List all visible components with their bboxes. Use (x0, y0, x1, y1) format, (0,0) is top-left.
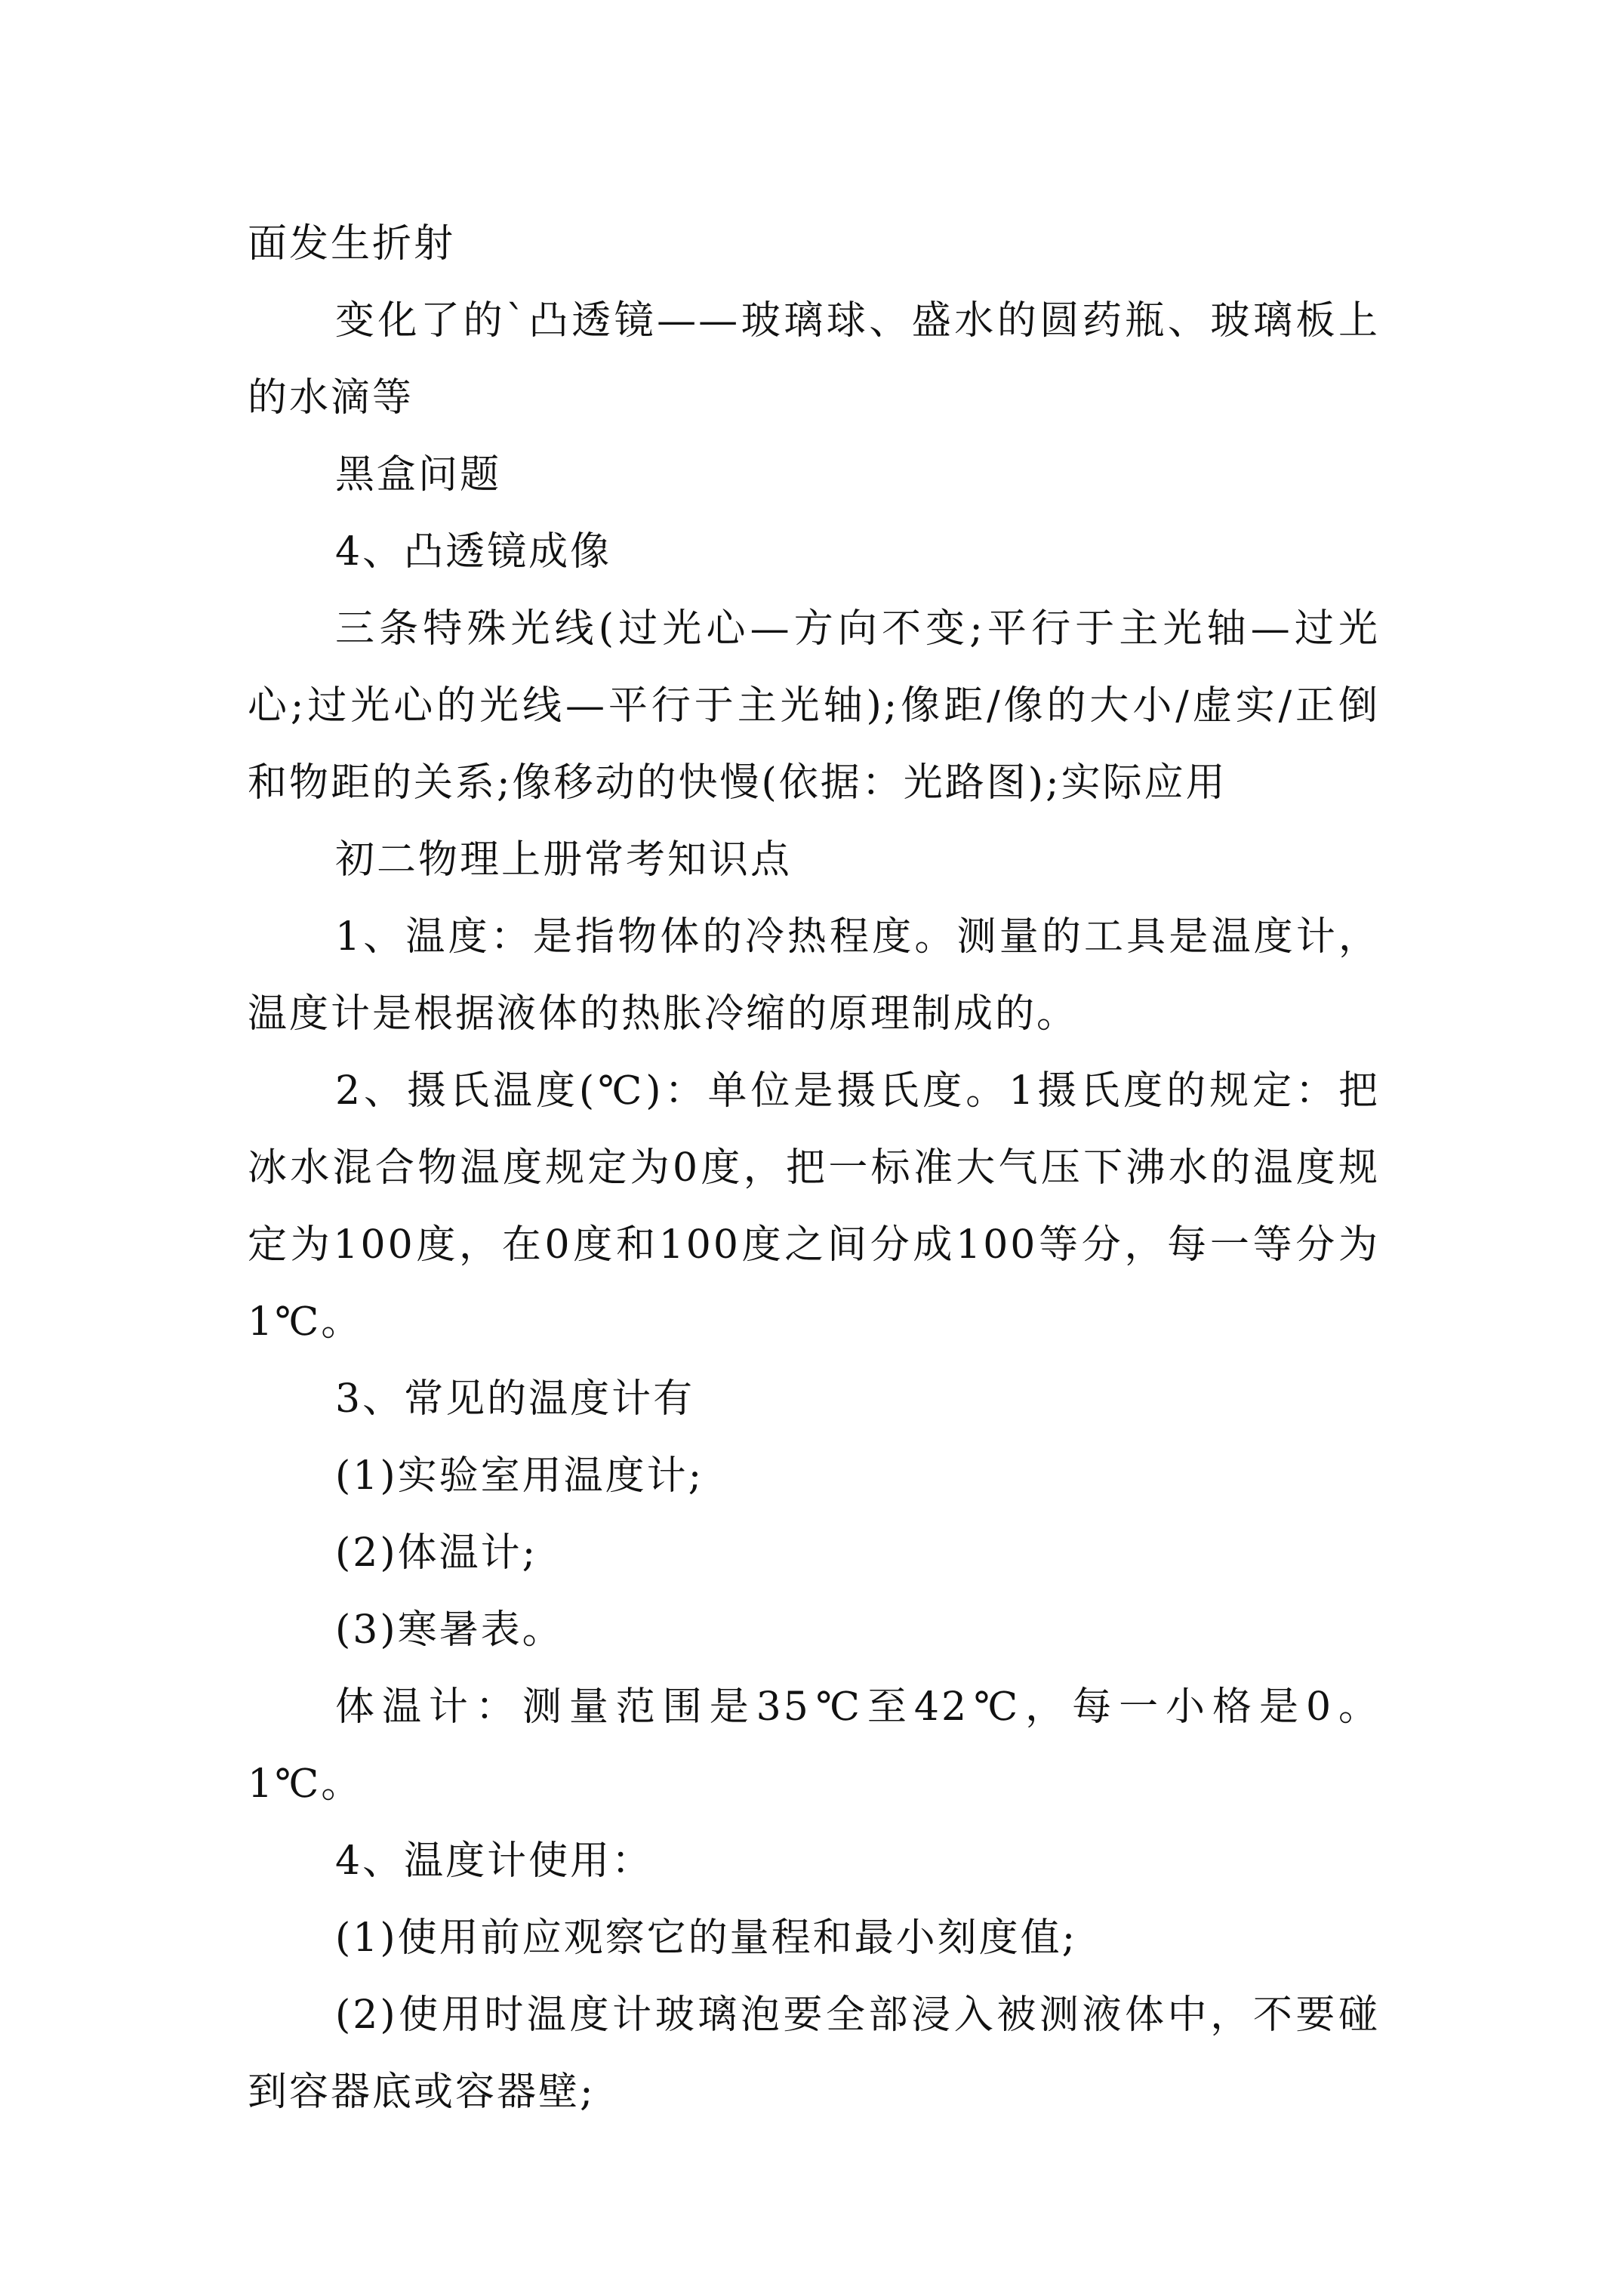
paragraph: 1、温度：是指物体的冷热程度。测量的工具是温度计，温度计是根据液体的热胀冷缩的原理制成的。 (248, 914, 1380, 1037)
paragraph: 4、温度计使用： (335, 1838, 654, 1884)
section-heading: 4、凸透镜成像 (335, 529, 612, 575)
list-item: (1)实验室用温度计; (335, 1453, 704, 1499)
paragraph: 变化了的`凸透镜——玻璃球、盛水的圆药瓶、玻璃板上的水滴等 (248, 298, 1380, 421)
paragraph: 3、常见的温度计有 (335, 1376, 695, 1422)
list-item: (3)寒暑表。 (335, 1607, 564, 1653)
section-title: 初二物理上册常考知识点 (335, 837, 793, 883)
paragraph: 黑盒问题 (335, 452, 502, 498)
paragraph: 体温计：测量范围是35℃至42℃，每一小格是0。1℃。 (248, 1684, 1380, 1807)
paragraph: 三条特殊光线(过光心—方向不变;平行于主光轴—过光心;过光心的光线—平行于主光轴);像距/像的大小/虚实/正倒和物距的关系;像移动的快慢(依据：光路图);实际应用 (248, 606, 1380, 806)
document-body (248, 205, 1380, 2131)
list-item: (2)体温计; (335, 1530, 538, 1576)
list-item: (1)使用前应观察它的量程和最小刻度值; (335, 1915, 1078, 1961)
paragraph: 2、摄氏温度(℃)：单位是摄氏度。1摄氏度的规定：把冰水混合物温度规定为0度，把一标准大气压下沸水的温度规定为100度，在0度和100度之间分成100等分，每一等分为1℃。 (248, 1068, 1380, 1345)
paragraph: 面发生折射 (248, 221, 456, 267)
list-item: (2)使用时温度计玻璃泡要全部浸入被测液体中，不要碰到容器底或容器壁; (248, 1992, 1380, 2115)
